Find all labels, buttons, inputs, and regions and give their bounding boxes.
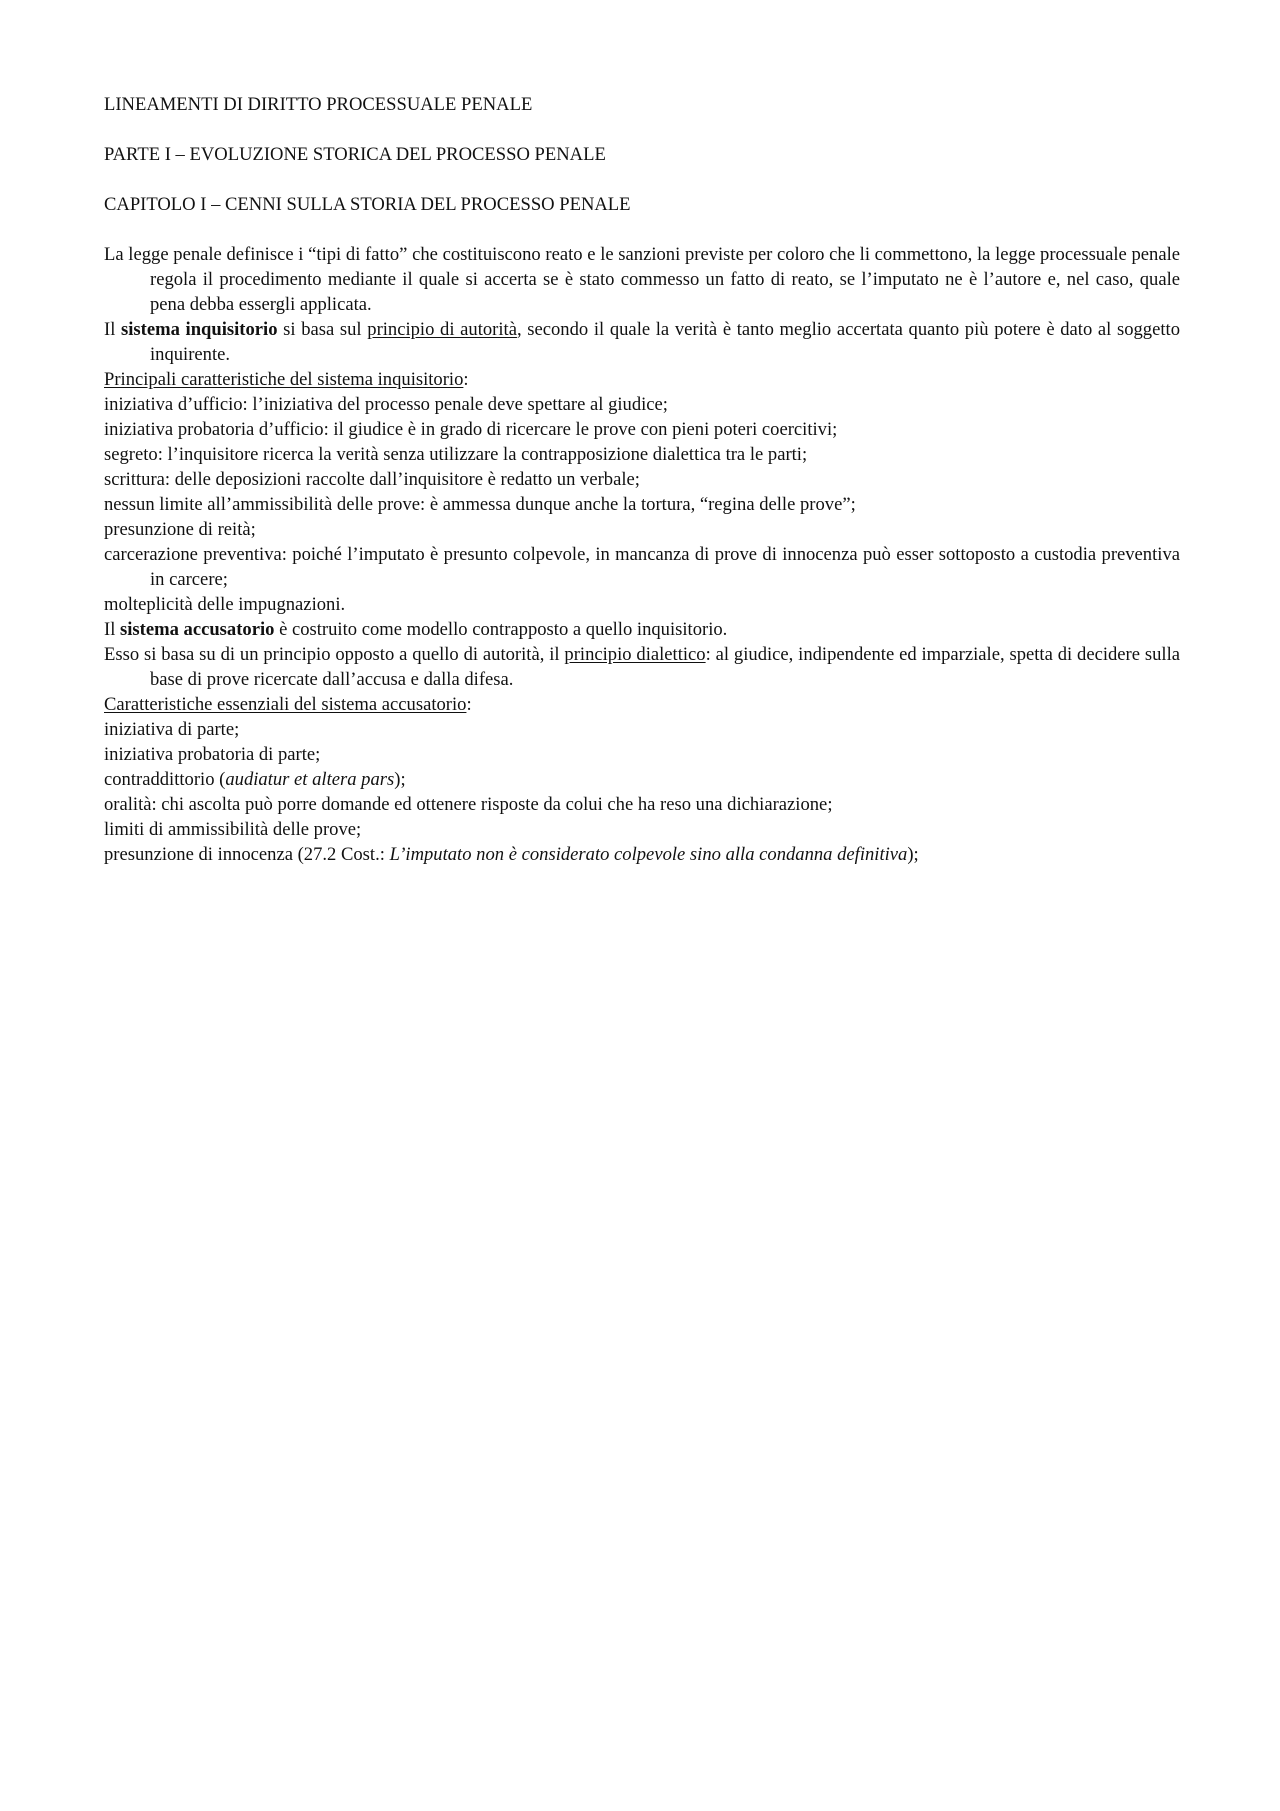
- accusatorio-paragraph: [104, 617, 1180, 642]
- bold-term: sistema accusatorio: [120, 619, 275, 640]
- part-heading: PARTE I – EVOLUZIONE STORICA DEL PROCESSO PENALE: [104, 144, 606, 165]
- text-run: :: [463, 369, 469, 390]
- text-run: :: [466, 694, 472, 715]
- text-run: , secondo il quale la verità è tanto meglio accertata quanto più potere è dato al soggetto inquirente.: [150, 319, 1180, 365]
- bold-term: sistema inquisitorio: [121, 319, 278, 340]
- dialettico-paragraph: [104, 642, 1180, 692]
- text-run: si basa sul: [277, 319, 368, 340]
- text-run: : al giudice, indipendente ed imparziale, spetta di decidere sulla base di prove ricercate dall’accusa e dalla difesa.: [150, 644, 1180, 690]
- text-run: Il: [104, 619, 121, 640]
- document-page: [104, 92, 1180, 867]
- list-item: [104, 767, 1180, 792]
- underlined-heading: Principali caratteristiche del sistema inquisitorio: [104, 369, 464, 390]
- text-run: presunzione di innocenza (27.2 Cost.:: [104, 844, 390, 865]
- underlined-term: principio di autorità: [367, 319, 517, 340]
- list-item: iniziativa di parte;: [104, 719, 240, 740]
- list-item: iniziativa probatoria di parte;: [104, 744, 321, 765]
- text-run: );: [394, 769, 406, 790]
- list-item: scrittura: delle deposizioni raccolte dall’inquisitore è redatto un verbale;: [104, 469, 640, 490]
- text-run: contraddittorio (: [104, 769, 226, 790]
- list-item: iniziativa d’ufficio: l’iniziativa del processo penale deve spettare al giudice;: [104, 394, 668, 415]
- inquisitorio-paragraph: [104, 317, 1180, 367]
- underlined-term: principio dialettico: [564, 644, 706, 665]
- list-item: segreto: l’inquisitore ricerca la verità senza utilizzare la contrapposizione dialettica tra le parti;: [104, 444, 808, 465]
- underlined-heading: Caratteristiche essenziali del sistema accusatorio: [104, 694, 467, 715]
- italic-term: L’imputato non è considerato colpevole sino alla condanna definitiva: [389, 844, 908, 865]
- list-item: iniziativa probatoria d’ufficio: il giudice è in grado di ricercare le prove con pieni poteri coercitivi;: [104, 419, 838, 440]
- list-item: oralità: chi ascolta può porre domande ed ottenere risposte da colui che ha reso una dichiarazione;: [104, 794, 833, 815]
- italic-term: audiatur et altera pars: [225, 769, 395, 790]
- list-item: limiti di ammissibilità delle prove;: [104, 819, 362, 840]
- text-run: );: [907, 844, 919, 865]
- list-item: carcerazione preventiva: poiché l’imputato è presunto colpevole, in mancanza di prove di innocenza può esser sottoposto a custodia preventiva in carcere;: [104, 544, 1180, 590]
- list-item: nessun limite all’ammissibilità delle prove: è ammessa dunque anche la tortura, “regina delle prove”;: [104, 494, 856, 515]
- text-run: è costruito come modello contrapposto a quello inquisitorio.: [274, 619, 728, 640]
- accusatorio-list-heading: [104, 692, 1180, 717]
- intro-paragraph: La legge penale definisce i “tipi di fatto” che costituiscono reato e le sanzioni previste per coloro che li commettono, la legge processuale penale regola il procedimento mediante il quale si accerta se è stato commesso un fatto di reato, se l’imputato ne è l’autore e, nel caso, quale pena debba essergli applicata.: [104, 244, 1180, 315]
- text-run: Il: [104, 319, 122, 340]
- text-run: Esso si basa su di un principio opposto a quello di autorità, il: [104, 644, 565, 665]
- document-title: LINEAMENTI DI DIRITTO PROCESSUALE PENALE: [104, 94, 533, 115]
- list-item: molteplicità delle impugnazioni.: [104, 594, 346, 615]
- list-item: presunzione di reità;: [104, 519, 256, 540]
- chapter-heading: CAPITOLO I – CENNI SULLA STORIA DEL PROCESSO PENALE: [104, 194, 631, 215]
- list-item: [104, 842, 1180, 867]
- inquisitorio-list-heading: [104, 367, 1180, 392]
